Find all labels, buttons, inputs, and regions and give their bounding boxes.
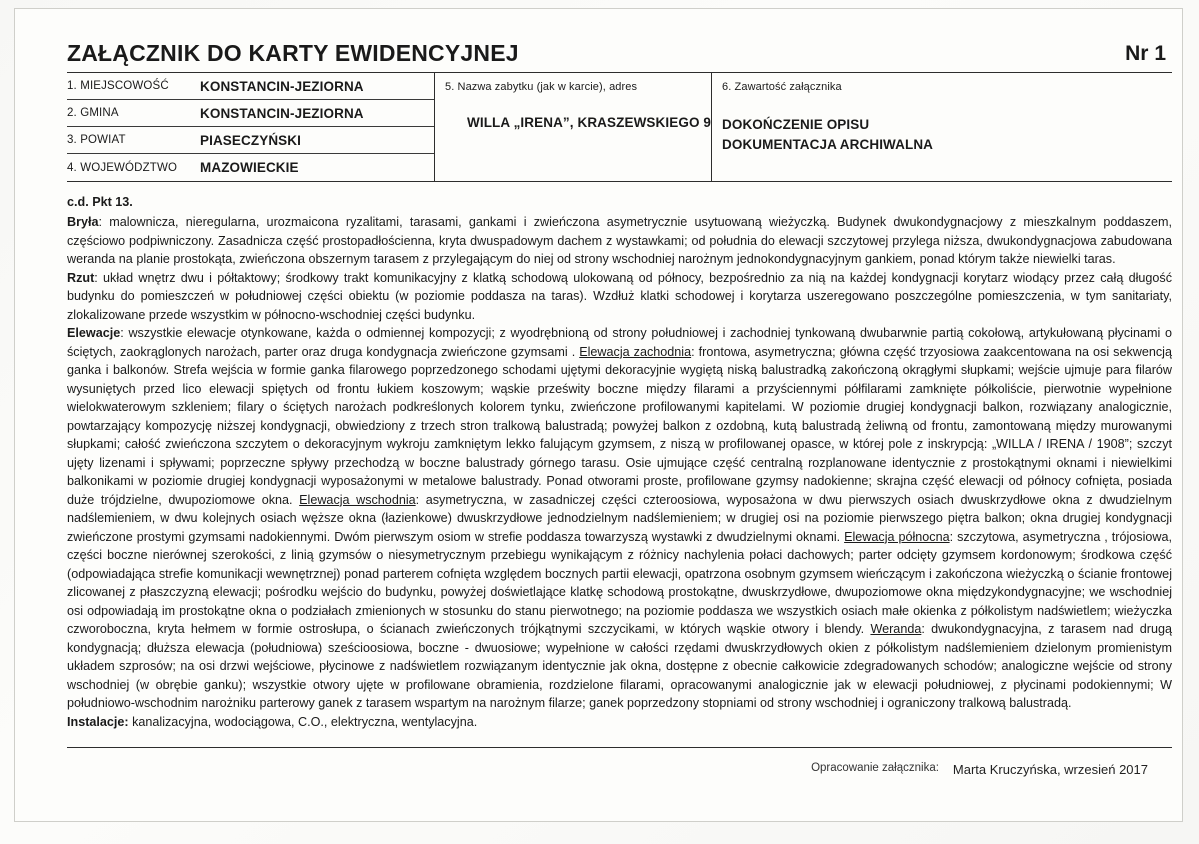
page-content	[67, 41, 1172, 777]
field-value-powiat: PIASECZYŃSKI	[200, 132, 301, 148]
page-frame	[14, 8, 1183, 822]
paragraph-elewacje	[67, 324, 1172, 713]
description-body	[67, 195, 1172, 731]
footer-label: Opracowanie załącznika:	[811, 762, 939, 775]
table-row	[67, 127, 434, 154]
identification-table	[67, 72, 1172, 182]
field-label-gmina: 2. GMINA	[67, 107, 119, 120]
lead-separator: :	[98, 215, 110, 230]
field-label-nazwa-zabytku: 5. Nazwa zabytku (jak w karcie), adres	[445, 81, 638, 94]
lead-separator: :	[120, 326, 129, 341]
field-value-miejscowosc: KONSTANCIN-JEZIORNA	[200, 78, 364, 94]
footer	[67, 748, 1172, 777]
page-title: ZAŁĄCZNIK DO KARTY EWIDENCYJNEJ	[67, 40, 519, 66]
document-header	[67, 41, 1172, 70]
field-value-gmina: KONSTANCIN-JEZIORNA	[200, 105, 364, 121]
field-value-zawartosc	[722, 115, 1172, 154]
field-value-wojewodztwo: MAZOWIECKIE	[200, 160, 299, 176]
field-label-miejscowosc: 1. MIEJSCOWOŚĆ	[67, 80, 169, 93]
lead-separator: :	[94, 270, 104, 285]
footer-author: Marta Kruczyńska, wrzesień 2017	[952, 762, 1148, 778]
zawartosc-line-1: DOKOŃCZENIE OPISU	[722, 117, 870, 133]
paragraph-text-bryla: malownicza, nieregularna, urozmaicona ryzalitami, tarasami, gankami i zwieńczona asymetrycznie usytuowaną wieżyczką. Budynek dwukondygnacjowy z mieszkalnym poddaszem, częściowo podpiwniczony. Zasadnicza część prostopadłościenna, kryta dwuspadowym dachem z wystawkami; od południa do elewacji szczytowej przylega niższa, dwukondygnacjowa zabudowana weranda na planie prostokąta, zwieńczona obszernym tarasem z przylegającym do niej od strony wschodniej narożnym jednokondygnacyjnym gankiem, ponad którym także niewielki taras.	[67, 215, 1172, 267]
paragraph-text-instalacje: kanalizacyjna, wodociągowa, C.O., elektryczna, wentylacyjna.	[132, 714, 478, 729]
section-heading: c.d. Pkt 13.	[67, 195, 133, 210]
table-row	[67, 154, 434, 181]
paragraph-bryla	[67, 213, 1172, 269]
field-label-wojewodztwo: 4. WOJEWÓDZTWO	[67, 161, 178, 174]
zawartosc-line-2: DOKUMENTACJA ARCHIWALNA	[722, 136, 934, 152]
table-row	[67, 73, 434, 100]
field-label-powiat: 3. POWIAT	[67, 134, 126, 147]
field-label-zawartosc: 6. Zawartość załącznika	[722, 81, 842, 94]
identification-left-column	[67, 73, 434, 181]
paragraph-lead-rzut: Rzut	[67, 270, 95, 285]
field-value-nazwa-zabytku: WILLA „IRENA”, KRASZEWSKIEGO 9	[467, 115, 712, 131]
paragraph-text-rzut: układ wnętrz dwu i półtaktowy; środkowy trakt komunikacyjny z klatką schodową ulokowaną od północy, bezpośrednio za nią na każdej kondygnacji korytarz wiodący przez całą długość budynku do pomieszczeń w południowej części obiektu (w poziomie poddasza na taras). Wzdłuż klatki schodowej i korytarza uszeregowano poszczególne pomieszczenia, w tym sanitariaty, zlokalizowane przede wszystkim w północno-wschodniej części budynku.	[67, 270, 1173, 322]
attachment-content-cell	[711, 73, 1172, 181]
paragraph-text-elewacje: wszystkie elewacje otynkowane, każda o odmiennej kompozycji; z wyodrębnioną od strony południowej i zachodniej tynkowaną dwubarwnie partią cokołową, artykułowaną płycinami o ściętych, zaokrąglonych narożach, parter oraz druga kondygnacja zwieńczone gzymsami . Elewacja zachodnia: frontowa, asymetryczna; główna część trzyosiowa zaakcentowana na osi sekwencją ganka i balkonów. Strefa wejścia w formie ganka filarowego poprzedzonego schodami ujętymi dekoracyjnie wygiętą niską balustradką zakończoną okrągłymi słupkami; wejście ujmuje para filarów wysuniętych przed lico elewacji spiętych od frontu łukiem koszowym; wąskie prześwity boczne między filarami a przyściennymi półfilarami zamknięte półkoliście, pierwotnie wypełnione wielokwaterowym szkleniem; filary o ściętych narożach podkreślonych kolorem tynku, zwieńczone profilowanymi kapitelami. W poziomie drugiej kondygnacji balkon, rozwiązany analogicznie, powtarzający kompozycję niższej kondygnacji, obwiedziony z trzech stron tralkową balustradą; powyżej balkon z ozdobną, kutą balustradą żeliwną od frontu, zamontowaną między murowanymi słupkami; całość zwieńczona szczytem o dekoracyjnym wykroju zamkniętym lekko falującym gzymsem, z niszą w profilowanej opasce, w której pole z inskrypcją: „WILLA / IRENA / 1908”; szczyt ujęty lizenami i spływami; poprzeczne spływy przechodzą w boczne balustrady górnego tarasu. Osie ujmujące część centralną rozplanowane identycznie z prostokątnymi oknami i niewielkimi balkonikami w poziomie drugiej kondygnacji wyposażonymi w metalowe balustrady. Ponad otworami proste, profilowane gzymsy nadokienne; skrajna część elewacji od północy cofnięta, posiada duże trójdzielne, dwupoziomowe okna. Elewacja wschodnia: asymetryczna, w zasadniczej części czteroosiowa, wyposażona w dwu pierwszych osiach dwuskrzydłowe okna z dwudzielnym nadślemieniem, w dwu kolejnych osiach węższe okna (łazienkowe) dwuskrzydłowe jednodzielnym nadślemieniem; w drugiej osi na poziomie pierwszego piętra balkon; okna drugiej kondygnacji zwieńczone prostymi gzymsami nadokiennymi. Dwóm pierwszym osiom w strefie poddasza towarzyszą wystawki z dwudzielnymi oknami. Elewacja północna: szczytowa, asymetryczna , trójosiowa, części boczne nierównej szerokości, z linią gzymsów o niesymetrycznym przebiegu wynikającym z różnicy nachylenia połaci dachowych; parter odcięty gzymsem kordonowym; środkowa część (odpowiadająca strefie komunikacji wewnętrznej) ponad parterem cofnięta względem bocznych partii elewacji, opatrzona osobnym gzymsem wieńczącym i zakończona wieżyczką o ścianie frontowej zlicowanej z płaszczyzną elewacji; pośrodku wejścio do budynku, powyżej doświetlające klatkę schodową prostokątne, dwuskrzydłowe, dwupoziomowe okna międzykondygnacyjne; we wschodniej osi odpowiadają im prostokątne okna o podziałach zmienionych w stosunku do stanu pierwotnego; na poziomie poddasza we wszystkich osiach małe okienka z półkolistym nadświetlem; wieżyczka czworoboczna, kryta hełmem w formie ostrosłupa, o ścianach zwieńczonych trójkątnymi szczycikami, w których wąskie otwory i blendy. Weranda: dwukondygnacyjna, z tarasem nad drugą kondygnacją; dłuższa elewacja (południowa) sześcioosiowa, boczne - dwuosiowe; wypełnione w całości rzędami dwuskrzydłowych okien z półkolistym nadślemieniem dzielonym promienistym układem szprosów; na osi drzwi wejściowe, płycinowe z nadświetlem rozwiązanym identycznie jak okna, dostępne z obecnie całkowicie zdegradowanych schodów; analogiczne wejście od strony wschodniej (w obrębie ganku); wszystkie otwory ujęte w profilowane obramienia, rozdzielone filarami, opracowanymi analogicznie jak w elewacji południowej, z płycinami podokiennymi; W południowo-wschodnim narożniku parterowy ganek z tarasem wspartym na narożnym filarze; ganek poprzedzony stopniami od strony wschodniej i ograniczony tralkową balustradą.	[67, 326, 1173, 711]
paragraph-lead-bryla: Bryła	[67, 215, 99, 230]
attachment-number: Nr 1	[1125, 42, 1166, 66]
paragraph-instalacje	[67, 713, 1172, 732]
paragraph-lead-instalacje: Instalacje:	[67, 714, 129, 729]
monument-name-cell	[434, 73, 711, 181]
table-row	[67, 100, 434, 127]
paragraph-rzut	[67, 269, 1172, 325]
paragraph-lead-elewacje: Elewacje	[67, 326, 121, 341]
